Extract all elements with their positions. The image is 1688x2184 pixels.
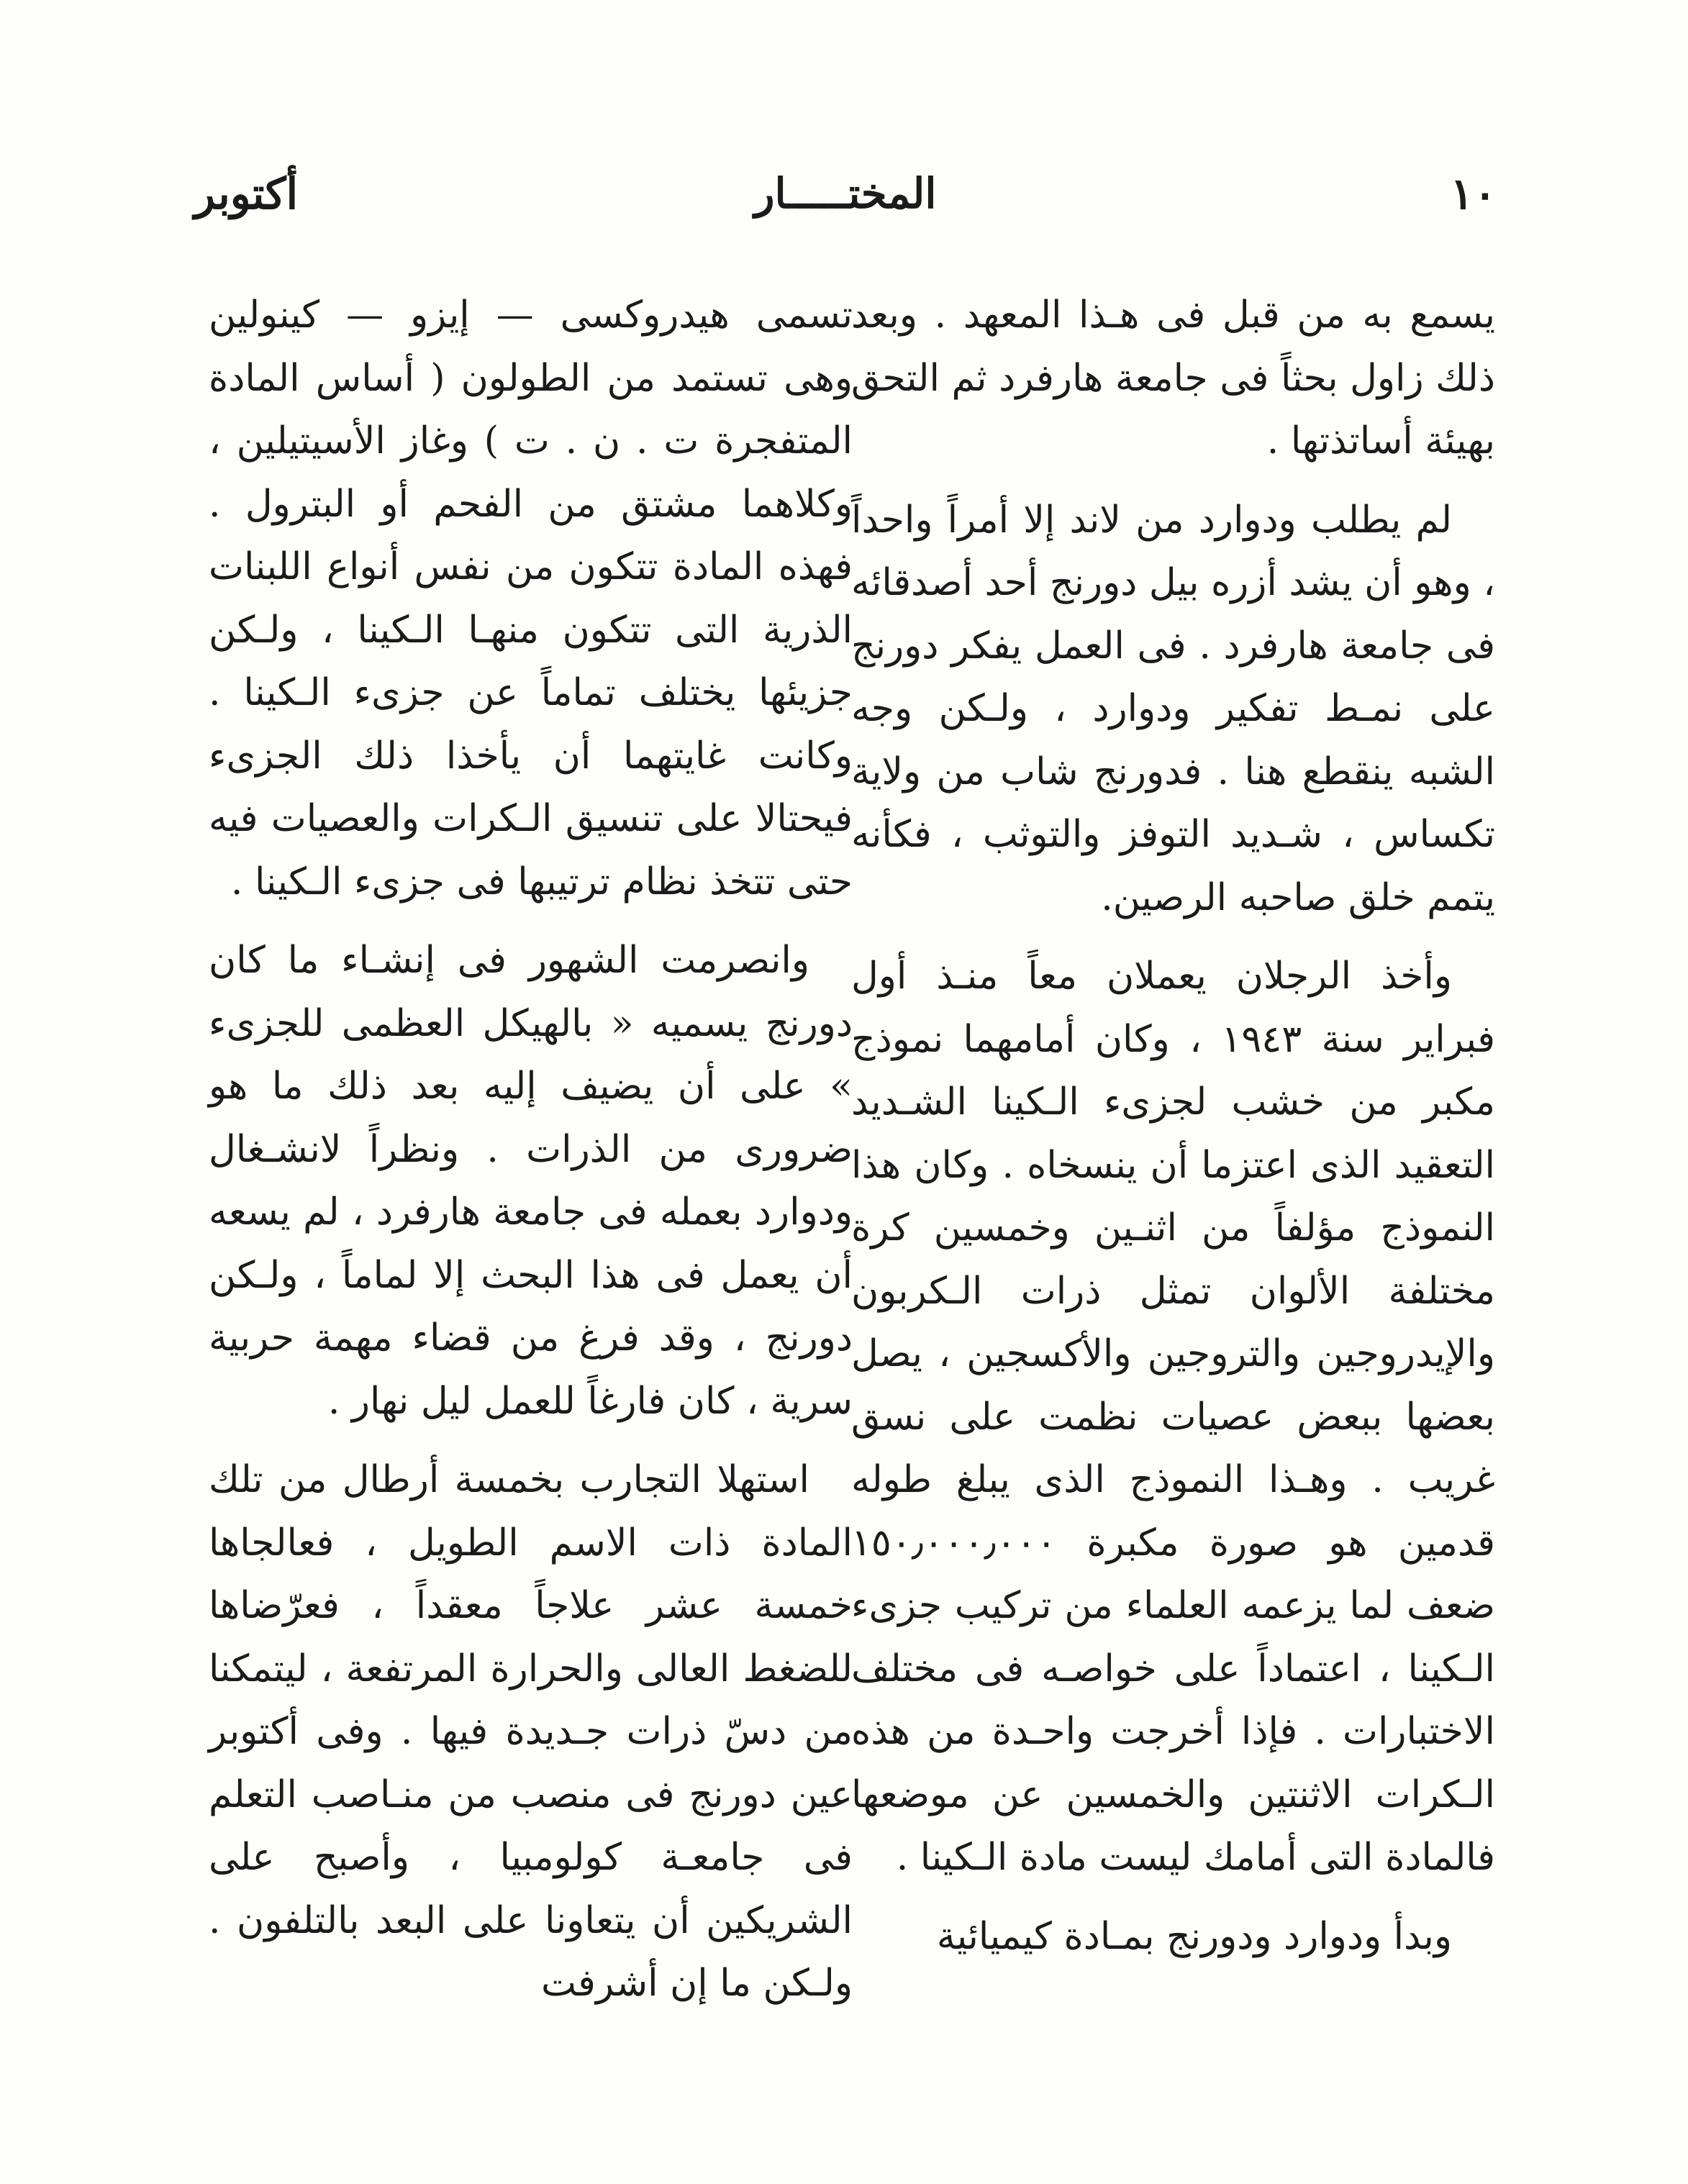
- paragraph: تسمى هيدروكسى — إيزو — كينولين وهى تستمد من الطولون ( أساس المادة المتفجرة ت . ن . ت ) وغاز الأسيتيلين ، وكلاهما مشتق من الفحم أو البترول . فهذه المادة تتكون من نفس أنواع اللبنات الذرية التى تتكون منهـا الـكينا ، ولـكن جزيئها يختلف تماماً عن جزىء الـكينا . وكانت غايتهما أن يأخذا ذلك الجزىء فيحتالا على تنسيق الـكرات والعصيات فيه حتى تتخذ نظام ترتيبها فى جزىء الـكينا .: [209, 294, 853, 904]
- page-number: ١٠: [1450, 169, 1497, 219]
- paragraph: يسمع به من قبل فى هـذا المعهد . وبعد ذلك زاول بحثاً فى جامعة هارفرد ثم التحق بهيئة أساتذتها .: [851, 294, 1495, 463]
- paragraph: وانصرمت الشهور فى إنشـاء ما كان دورنج يسميه « بالهيكل العظمى للجزىء » على أن يضيف إليه بعد ذلك ما هو ضرورى من الذرات . ونظراً لانشـغال ودوارد بعمله فى جامعة هارفرد ، لم يسعه أن يعمل فى هذا البحث إلا لماماً ، ولـكن دورنج ، وقد فرغ من قضاء مهمة حربية سرية ، كان فارغاً للعمل ليل نهار .: [209, 939, 853, 1423]
- magazine-title: المختـــــار: [754, 169, 937, 218]
- issue-month: أكتوبر: [194, 169, 299, 219]
- right-text-column: [851, 284, 1495, 1984]
- running-header: [194, 169, 1497, 248]
- paragraph: لم يطلب ودوارد من لاند إلا أمراً واحداً ، وهو أن يشد أزره بيل دورنج أحد أصدقائه فى جامعة هارفرد . فى العمل يفكر دورنج على نمـط تفكير ودوارد ، ولـكن وجه الشبه ينقطع هنا . فدورنج شاب من ولاية تكساس ، شـديد التوفز والتوثب ، فكأنه يتمم خلق صاحبه الرصين.: [851, 498, 1495, 919]
- left-text-column: [209, 284, 853, 2031]
- paragraph: استهلا التجارب بخمسة أرطال من تلك المادة ذات الاسم الطويل ، فعالجاها خمسة عشر علاجاً معقداً ، فعرّضاها للضغط العالى والحرارة المرتفعة ، ليتمكنا من دسّ ذرات جـديدة فيها . وفى أكتوبر عين دورنج فى منصب من منـاصب التعلم فى جامعـة كولومبيا ، وأصبح على الشريكين أن يتعاونا على البعد بالتلفون . ولـكن ما إن أشرفت: [209, 1458, 853, 2005]
- paragraph: وبدأ ودوارد ودورنج بمـادة كيميائية: [936, 1914, 1452, 1958]
- paragraph: وأخذ الرجلان يعملان معاً منـذ أول فبراير سنة ١٩٤٣ ، وكان أمامهما نموذج مكبر من خشب لجزىء الـكينا الشـديد التعقيد الذى اعتزما أن ينسخاه . وكان هذا النموذج مؤلفاً من اثنـين وخمسين كرة مختلفة الألوان تمثل ذرات الـكربون والإيدروجين والتروجين والأكسجين ، يصل بعضها ببعض عصيات نظمت على نسق غريب . وهـذا النموذج الذى يبلغ طوله قدمين هو صورة مكبرة ١٥٠٫٠٠٠٫٠٠٠ ضعف لما يزعمه العلماء من تركيب جزىء الـكينا ، اعتماداً على خواصـه فى مختلف الاختبارات . فإذا أخرجت واحـدة من هذه الـكرات الاثنتين والخمسين عن موضعها فالمادة التى أمامك ليست مادة الـكينا .: [851, 955, 1495, 1879]
